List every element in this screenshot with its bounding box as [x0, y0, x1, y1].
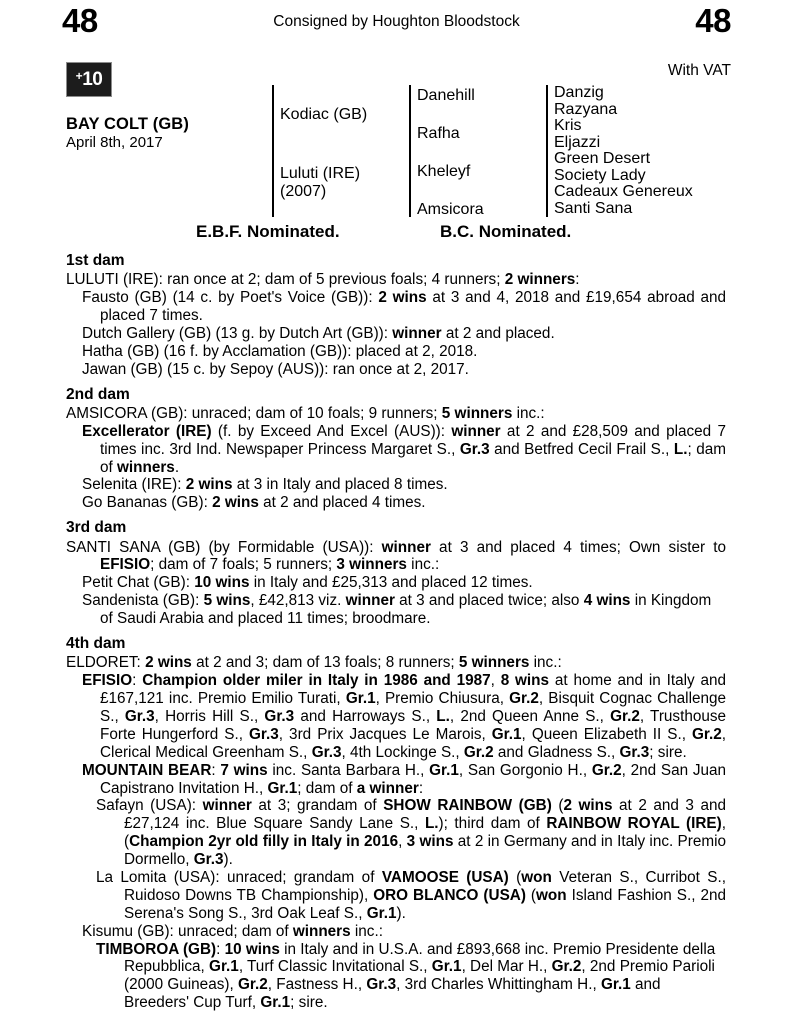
entry-emphasis: winners: [117, 458, 175, 476]
pedigree-entry: [66, 672, 726, 761]
entry-emphasis: 10 wins: [194, 574, 250, 592]
bc-nomination: B.C. Nominated.: [440, 222, 572, 241]
entry-emphasis: Gr.2: [509, 690, 539, 708]
entry-text: in Italy and in U.S.A. and £893,668 inc. Premio Presidente della Repubblica,: [124, 940, 716, 976]
entry-emphasis: 5 wins: [203, 592, 251, 610]
entry-text: and Betfred Cecil Frail S.,: [489, 440, 674, 458]
pedigree-entry: [66, 797, 726, 869]
entry-text: ).: [223, 851, 233, 869]
entry-text: (: [551, 797, 564, 815]
entry-text: Selenita (IRE):: [82, 476, 186, 494]
pedigree-entry: [66, 654, 726, 672]
entry-emphasis: Gr.1: [431, 958, 462, 976]
entry-emphasis: 2 wins: [185, 476, 233, 494]
entry-emphasis: L.: [673, 440, 688, 458]
entry-emphasis: won: [536, 886, 567, 904]
entry-emphasis: SHOW RAINBOW (GB): [383, 797, 552, 815]
entry-emphasis: winner: [451, 422, 501, 440]
pedigree-dam-year: (2007): [280, 182, 327, 200]
entry-text: .: [174, 458, 180, 476]
subject-identity: [66, 115, 266, 152]
entry-text: Safayn (USA):: [96, 797, 203, 815]
entry-emphasis: Gr.1: [600, 976, 631, 994]
entry-emphasis: 2 winners: [504, 271, 576, 289]
entry-emphasis: Gr.3: [264, 707, 295, 725]
entry-text: inc.:: [529, 654, 562, 672]
entry-emphasis: Champion 2yr old filly in Italy in 2016: [129, 833, 399, 851]
entry-emphasis: Gr.1: [366, 904, 397, 922]
entry-emphasis: winner: [381, 538, 431, 556]
entry-text: , 2nd San Juan Capistrano Invitation H.,: [100, 761, 727, 797]
dam-heading: 3rd dam: [66, 519, 127, 537]
entry-text: at 2 and placed 4 times.: [258, 494, 426, 512]
entry-text: ,: [490, 672, 501, 690]
entry-text: and Breeders' Cup Turf,: [124, 976, 661, 1012]
entry-text: (: [525, 886, 536, 904]
entry-text: inc.:: [512, 404, 545, 422]
entry-emphasis: 7 wins: [220, 761, 268, 779]
entry-text: at 3 and placed twice; also: [394, 592, 584, 610]
entry-emphasis: 5 winners: [458, 654, 530, 672]
pedigree-dam-name: Luluti (IRE): [280, 165, 361, 182]
pedigree-entry: [66, 494, 726, 512]
pedigree-column-grandparents: [409, 85, 544, 217]
entry-emphasis: 5 winners: [441, 404, 513, 422]
entry-text: Veteran S., Curribot S., Ruidoso Downs TB Championship),: [124, 868, 726, 904]
pedigree-entry: [66, 869, 726, 923]
pedigree-entry: [66, 574, 726, 592]
entry-emphasis: Gr.2: [610, 707, 640, 725]
pedigree-cell: Santi Sana: [554, 199, 633, 217]
entry-text: Island Fashion S., 2nd Serena's Song S., 3rd Oak Leaf S.,: [124, 886, 726, 922]
ebf-nomination: E.B.F. Nominated.: [196, 222, 340, 241]
entry-text: at home and in Italy and £167,121 inc. Premio Emilio Turati,: [100, 672, 727, 708]
entry-emphasis: 2 wins: [378, 289, 427, 307]
entry-emphasis: Gr.2: [237, 976, 268, 994]
entry-text: Dutch Gallery (GB) (13 g. by Dutch Art (GB)):: [82, 324, 393, 342]
entry-text: Hatha (GB) (16 f. by Acclamation (GB)): placed at 2, 2018.: [82, 342, 478, 360]
entry-text: , Trusthouse Forte Hungerford S.,: [100, 707, 727, 743]
entry-text: and Gladness S.,: [493, 743, 620, 761]
pedigree-chart: [0, 85, 793, 225]
subject-foaling-date: April 8th, 2017: [66, 133, 163, 151]
entry-emphasis: Gr.3: [311, 743, 342, 761]
pedigree-column-parents: [272, 85, 407, 217]
pedigree-entry: [66, 941, 726, 1013]
badge-plus-sign: +: [75, 68, 83, 83]
entry-text: ,: [398, 833, 407, 851]
pedigree-cell: Eljazzi: [554, 133, 601, 151]
entry-text: , San Gorgonio H.,: [458, 761, 592, 779]
entry-text: Petit Chat (GB):: [82, 574, 195, 592]
entry-text: , (: [124, 815, 726, 851]
entry-text: in Italy and £25,313 and placed 12 times.: [249, 574, 533, 592]
entry-emphasis: 4 wins: [583, 592, 631, 610]
dam-block: [66, 386, 726, 513]
entry-text: (: [508, 868, 522, 886]
dam-block: [66, 252, 726, 379]
entry-emphasis: Gr.1: [260, 994, 291, 1012]
entry-text: ); third dam of: [438, 815, 547, 833]
entry-text: ; dam of 7 foals; 5 runners;: [150, 556, 337, 574]
entry-emphasis: Champion older miler in Italy in 1986 and 1987: [142, 672, 491, 690]
entry-text: , 2nd Queen Anne S.,: [449, 707, 611, 725]
pedigree-entry: [66, 592, 726, 628]
entry-text: , £42,813 viz.: [250, 592, 346, 610]
entry-text: ; dam of: [100, 440, 726, 476]
entry-emphasis: RAINBOW ROYAL (IRE): [546, 815, 722, 833]
pedigree-cell: Danehill: [417, 87, 475, 104]
pedigree-column-great-grandparents: [546, 85, 746, 217]
entry-emphasis: 10 wins: [224, 940, 280, 958]
lot-number-right: 48: [695, 2, 731, 39]
entry-emphasis: winner: [392, 324, 442, 342]
entry-emphasis: TIMBOROA (GB): [96, 940, 217, 958]
entry-emphasis: Gr.1: [267, 779, 298, 797]
entry-text: , Horris Hill S.,: [154, 707, 265, 725]
entry-text: at 2 and placed.: [441, 324, 555, 342]
entry-text: inc. Santa Barbara H.,: [267, 761, 430, 779]
entry-emphasis: winner: [345, 592, 395, 610]
dam-heading: 1st dam: [66, 252, 125, 269]
entry-text: ).: [396, 904, 406, 922]
entry-text: inc.:: [350, 922, 383, 940]
pedigree-entry: [66, 405, 726, 423]
entry-text: Fausto (GB) (14 c. by Poet's Voice (GB)):: [82, 289, 379, 307]
pedigree-cell: Society Lady: [554, 166, 646, 184]
entry-text: ; sire.: [649, 743, 687, 761]
entry-emphasis: 3 winners: [336, 556, 407, 574]
entry-emphasis: ORO BLANCO (USA): [373, 886, 526, 904]
entry-emphasis: winner: [202, 797, 252, 815]
consignor-line: Consigned by Houghton Bloodstock: [273, 13, 520, 30]
entry-emphasis: EFISIO: [100, 556, 151, 574]
entry-text: , Clerical Medical Greenham S.,: [100, 725, 726, 761]
entry-emphasis: Gr.2: [551, 958, 582, 976]
dam-heading: 2nd dam: [66, 385, 130, 403]
entry-text: at 2 and 3; dam of 13 foals; 8 runners;: [191, 654, 459, 672]
pedigree-entry: [66, 361, 726, 379]
entry-emphasis: EFISIO: [82, 672, 133, 690]
entry-text: at 2 and 3 and £27,124 inc. Blue Square Sandy Lane S.,: [124, 797, 726, 833]
entry-emphasis: a winner: [356, 779, 419, 797]
entry-emphasis: Excellerator (IRE): [82, 422, 212, 440]
pedigree-entry: [66, 476, 726, 494]
entry-text: (f. by Exceed And Excel (AUS)):: [211, 422, 452, 440]
entry-emphasis: 2 wins: [563, 797, 613, 815]
entry-text: at 3 and 4, 2018 and £19,654 abroad and placed 7 times.: [100, 289, 726, 325]
lot-number-left: 48: [62, 2, 98, 39]
pedigree-cell: Danzig: [554, 84, 604, 101]
page-header: [0, 0, 793, 52]
pedigree-cell: Kheleyf: [417, 163, 471, 180]
entry-text: Kisumu (GB): unraced; dam of: [82, 922, 293, 940]
subject-name: BAY COLT (GB): [66, 115, 189, 133]
entry-emphasis: Gr.1: [429, 761, 459, 779]
entry-text: , 4th Lockinge S.,: [341, 743, 464, 761]
pedigree-entry: [66, 343, 726, 361]
entry-text: :: [216, 940, 225, 958]
entry-emphasis: Gr.3: [619, 743, 650, 761]
entry-text: , Premio Chiusura,: [375, 690, 510, 708]
entry-text: ; sire.: [290, 994, 328, 1012]
pedigree-entry: [66, 423, 726, 477]
entry-text: , 2nd Premio Parioli (2000 Guineas),: [124, 958, 715, 994]
entry-emphasis: won: [521, 868, 552, 886]
entry-emphasis: Gr.3: [193, 851, 224, 869]
pedigree-entry: [66, 271, 726, 289]
entry-emphasis: VAMOOSE (USA): [381, 868, 509, 886]
entry-text: at 2 in Germany and in Italy inc. Premio Dormello,: [124, 833, 726, 869]
entry-text: :: [418, 779, 424, 797]
entry-emphasis: Gr.2: [691, 725, 722, 743]
entry-emphasis: Gr.3: [124, 707, 155, 725]
entry-text: ; dam of: [297, 779, 357, 797]
pedigree-sire: [280, 106, 367, 124]
entry-text: in Kingdom of Saudi Arabia and placed 11 times; broodmare.: [100, 592, 712, 628]
entry-emphasis: L.: [436, 707, 450, 725]
entry-text: at 3; grandam of: [251, 797, 384, 815]
entry-emphasis: L.: [424, 815, 439, 833]
entry-emphasis: Gr.1: [491, 725, 522, 743]
entry-text: AMSICORA (GB): unraced; dam of 10 foals; 9 runners;: [66, 404, 442, 422]
entry-text: and Harroways S.,: [294, 707, 437, 725]
entry-text: , Turf Classic Invitational S.,: [238, 958, 432, 976]
entry-emphasis: Gr.3: [366, 976, 397, 994]
dam-heading: 4th dam: [66, 634, 126, 652]
entry-emphasis: Gr.1: [209, 958, 239, 976]
pedigree-cell: Rafha: [417, 125, 460, 142]
entry-emphasis: 2 wins: [145, 654, 192, 672]
entry-text: Jawan (GB) (15 c. by Sepoy (AUS)): ran once at 2, 2017.: [82, 360, 469, 378]
entry-text: Sandenista (GB):: [82, 592, 204, 610]
pedigree-cell: Green Desert: [554, 150, 651, 167]
entry-emphasis: Gr.1: [345, 690, 376, 708]
badge-number: 10: [82, 69, 103, 90]
entry-text: , Bisquit Cognac Challenge S.,: [100, 690, 727, 725]
entry-emphasis: Gr.2: [591, 761, 622, 779]
pedigree-entry: [66, 289, 726, 325]
entry-text: at 3 and placed 4 times; Own sister to: [430, 538, 726, 556]
entry-emphasis: Gr.2: [463, 743, 494, 761]
entry-text: :: [132, 672, 143, 690]
pedigree-entry: [66, 923, 726, 941]
pedigree-cell: Kris: [554, 117, 582, 134]
dam-block: [66, 635, 726, 1012]
entry-emphasis: winners: [292, 922, 351, 940]
entry-text: :: [575, 271, 580, 289]
entry-text: :: [211, 761, 221, 779]
entry-text: LULUTI (IRE): ran once at 2; dam of 5 previous foals; 4 runners;: [66, 271, 505, 289]
entry-emphasis: 8 wins: [500, 672, 550, 690]
entry-emphasis: 3 wins: [406, 833, 454, 851]
entry-text: Go Bananas (GB):: [82, 494, 213, 512]
entry-text: at 3 in Italy and placed 8 times.: [232, 476, 448, 494]
pedigree-dam: [280, 165, 360, 201]
entry-emphasis: Gr.3: [459, 440, 490, 458]
pedigree-entry: [66, 539, 726, 575]
pedigree-entry: [66, 325, 726, 343]
entry-emphasis: MOUNTAIN BEAR: [82, 761, 212, 779]
entry-text: ELDORET:: [66, 654, 146, 672]
entry-text: La Lomita (USA): unraced; grandam of: [96, 868, 382, 886]
entry-text: , 3rd Charles Whittingham H.,: [396, 976, 601, 994]
entry-emphasis: Gr.3: [249, 725, 279, 743]
pedigree-entry: [66, 762, 726, 798]
pedigree-cell: Razyana: [554, 100, 618, 118]
entry-text: , Fastness H.,: [267, 976, 367, 994]
entry-text: inc.:: [406, 556, 440, 574]
dam-block: [66, 519, 726, 628]
nomination-line: [0, 222, 793, 244]
entry-text: at 2 and £28,509 and placed 7 times inc. 3rd Ind. Newspaper Princess Margaret S.,: [100, 422, 726, 458]
pedigree-cell: Cadeaux Genereux: [554, 183, 693, 200]
entry-text: SANTI SANA (GB) (by Formidable (USA)):: [66, 538, 382, 556]
pedigree-cell: Amsicora: [417, 201, 484, 218]
entry-text: , Del Mar H.,: [461, 958, 552, 976]
vat-status: With VAT: [667, 62, 731, 79]
entry-text: , 3rd Prix Jacques Le Marois,: [278, 725, 492, 743]
pedigree-sire-name: Kodiac (GB): [280, 106, 368, 123]
entry-emphasis: 2 wins: [212, 494, 259, 512]
pedigree-narrative: [66, 252, 726, 1019]
entry-text: , Queen Elizabeth II S.,: [521, 725, 692, 743]
